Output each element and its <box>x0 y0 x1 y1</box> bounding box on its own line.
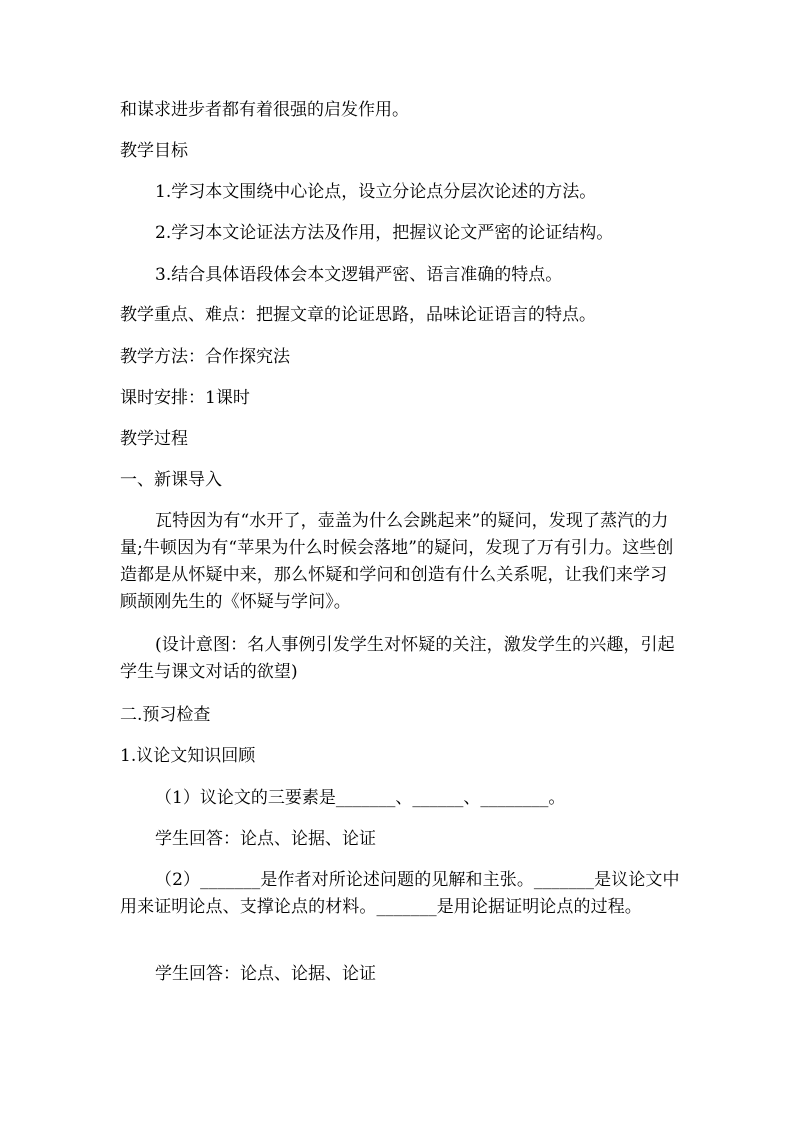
goal-item-1: 1.学习本文围绕中心论点，设立分论点分层次论述的方法。 <box>155 182 597 202</box>
section-heading-intro: 一、新课导入 <box>120 470 222 490</box>
heading-teaching-process: 教学过程 <box>120 429 188 449</box>
goal-item-2: 2.学习本文论证法方法及作用，把握议论文严密的论证结构。 <box>155 223 614 243</box>
paragraph-design-intent: (设计意图：名人事例引发学生对怀疑的关注，激发学生的兴趣，引起学生与课文对话的欲望) <box>120 635 675 682</box>
question-2-paragraph: （2）_______是作者对所论述问题的见解和主张。_______是议论文中用来证明论点、支撑论点的材料。_______是用论据证明论点的过程。 <box>120 870 680 917</box>
heading-teaching-goals: 教学目标 <box>120 141 188 161</box>
schedule-line: 课时安排：1课时 <box>120 388 250 408</box>
text-line-intro-end: 和谋求进步者都有着很强的启发作用。 <box>120 100 409 120</box>
question-1: （1）议论文的三要素是_______、______、________。 <box>155 788 566 808</box>
section-heading-preview: 二.预习检查 <box>120 705 211 725</box>
key-points-line: 教学重点、难点：把握文章的论证思路，品味论证语言的特点。 <box>120 305 596 325</box>
paragraph-intro: 瓦特因为有“水开了，壶盖为什么会跳起来”的疑问，发现了蒸汽的力量;牛顿因为有“苹果为什么时候会落地”的疑问，发现了万有引力。这些创造都是从怀疑中来，那么怀疑和学问和创造有什么关系呢，让我们来学习顾颉刚先生的《怀疑与学问》。 <box>120 511 674 612</box>
teaching-method-line: 教学方法：合作探究法 <box>120 347 290 367</box>
goal-item-3: 3.结合具体语段体会本文逻辑严密、语言准确的特点。 <box>155 265 563 285</box>
subheading-knowledge-review: 1.议论文知识回顾 <box>120 746 256 766</box>
student-answer-1: 学生回答：论点、论据、论证 <box>155 829 376 849</box>
student-answer-2: 学生回答：论点、论据、论证 <box>155 964 376 984</box>
